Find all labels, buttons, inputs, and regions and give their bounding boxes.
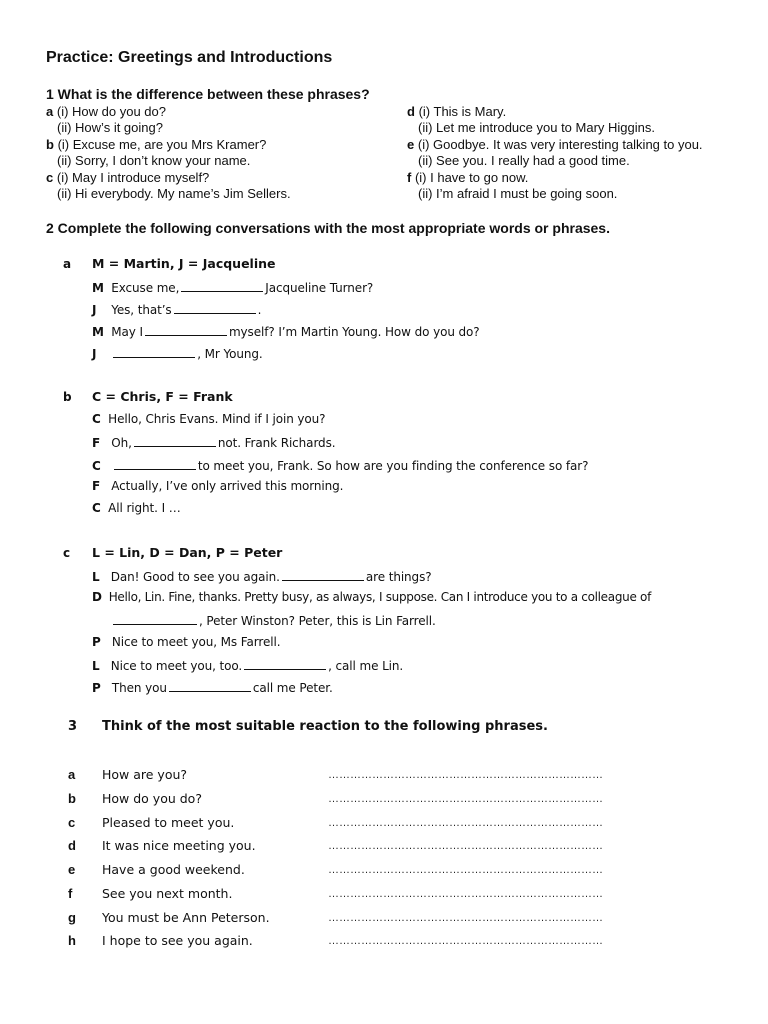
ex1-item: e (i) Goodbye. It was very interesting talking to you. bbox=[407, 137, 703, 152]
dialogue-line: F Oh, not. Frank Richards. bbox=[92, 436, 336, 450]
item-letter: a bbox=[68, 767, 76, 782]
answer-blank[interactable] bbox=[244, 657, 326, 670]
ex1-item: (ii) Sorry, I don’t know your name. bbox=[57, 153, 251, 168]
answer-dots[interactable]: ………………………………………………………………… bbox=[328, 817, 603, 829]
conversation-letter: c bbox=[63, 546, 71, 560]
answer-blank[interactable] bbox=[145, 323, 227, 336]
prompt-phrase: I hope to see you again. bbox=[102, 933, 253, 948]
dialogue-line: C All right. I … bbox=[92, 501, 181, 515]
exercise-3-heading: Think of the most suitable reaction to the following phrases. bbox=[102, 719, 548, 734]
dialogue-line: L Dan! Good to see you again. are things? bbox=[92, 570, 432, 584]
page-title: Practice: Greetings and Introductions bbox=[46, 49, 333, 66]
answer-blank[interactable] bbox=[134, 434, 216, 447]
ex1-item: a (i) How do you do? bbox=[46, 104, 166, 119]
answer-dots[interactable]: ………………………………………………………………… bbox=[328, 864, 603, 876]
item-letter: f bbox=[68, 886, 73, 901]
dialogue-line: J Yes, that’s . bbox=[92, 303, 262, 317]
dialogue-line: C Hello, Chris Evans. Mind if I join you? bbox=[92, 412, 326, 426]
conversation-cast: C = Chris, F = Frank bbox=[92, 389, 233, 404]
answer-blank[interactable] bbox=[169, 679, 251, 692]
dialogue-line: C to meet you, Frank. So how are you finding the conference so far? bbox=[92, 459, 589, 473]
exercise-3-number: 3 bbox=[68, 719, 78, 734]
prompt-phrase: Pleased to meet you. bbox=[102, 815, 235, 830]
prompt-phrase: Have a good weekend. bbox=[102, 862, 245, 877]
ex1-item: (ii) How’s it going? bbox=[57, 120, 163, 135]
conversation-letter: b bbox=[63, 390, 72, 404]
answer-dots[interactable]: ………………………………………………………………… bbox=[328, 840, 603, 852]
answer-dots[interactable]: ………………………………………………………………… bbox=[328, 912, 603, 924]
exercise-2-heading: 2 Complete the following conversations with the most appropriate words or phrases. bbox=[46, 220, 610, 236]
item-letter: d bbox=[68, 838, 76, 853]
item-letter: b bbox=[68, 791, 76, 806]
prompt-phrase: It was nice meeting you. bbox=[102, 838, 256, 853]
dialogue-line: F Actually, I’ve only arrived this morning. bbox=[92, 479, 344, 493]
ex1-item: c (i) May I introduce myself? bbox=[46, 170, 210, 185]
prompt-phrase: How do you do? bbox=[102, 791, 202, 806]
answer-blank[interactable] bbox=[181, 279, 263, 292]
answer-dots[interactable]: ………………………………………………………………… bbox=[328, 793, 603, 805]
ex1-item: (ii) See you. I really had a good time. bbox=[418, 153, 630, 168]
prompt-phrase: How are you? bbox=[102, 767, 188, 782]
ex1-item: (ii) Let me introduce you to Mary Higgins. bbox=[418, 120, 655, 135]
ex1-item: (ii) I’m afraid I must be going soon. bbox=[418, 186, 618, 201]
dialogue-line: P Nice to meet you, Ms Farrell. bbox=[92, 635, 281, 649]
dialogue-line: L Nice to meet you, too. , call me Lin. bbox=[92, 659, 404, 673]
item-letter: h bbox=[68, 933, 76, 948]
item-letter: e bbox=[68, 862, 76, 877]
answer-blank[interactable] bbox=[114, 457, 196, 470]
answer-blank[interactable] bbox=[282, 568, 364, 581]
conversation-cast: M = Martin, J = Jacqueline bbox=[92, 256, 276, 271]
ex1-item: b (i) Excuse me, are you Mrs Kramer? bbox=[46, 137, 267, 152]
answer-blank[interactable] bbox=[174, 301, 256, 314]
dialogue-line: , Peter Winston? Peter, this is Lin Farrell. bbox=[111, 612, 436, 628]
conversation-letter: a bbox=[63, 257, 72, 271]
answer-blank[interactable] bbox=[113, 612, 197, 625]
dialogue-line: M Excuse me, Jacqueline Turner? bbox=[92, 281, 374, 295]
prompt-phrase: See you next month. bbox=[102, 886, 233, 901]
ex1-item: f (i) I have to go now. bbox=[407, 170, 529, 185]
conversation-cast: L = Lin, D = Dan, P = Peter bbox=[92, 545, 283, 560]
dialogue-line: P Then you call me Peter. bbox=[92, 681, 333, 695]
answer-blank[interactable] bbox=[113, 345, 195, 358]
answer-dots[interactable]: ………………………………………………………………… bbox=[328, 888, 603, 900]
answer-dots[interactable]: ………………………………………………………………… bbox=[328, 769, 603, 781]
ex1-item: d (i) This is Mary. bbox=[407, 104, 507, 119]
dialogue-line: J , Mr Young. bbox=[92, 347, 263, 361]
prompt-phrase: You must be Ann Peterson. bbox=[102, 910, 270, 925]
item-letter: g bbox=[68, 910, 76, 925]
item-letter: c bbox=[68, 815, 76, 830]
dialogue-line: D Hello, Lin. Fine, thanks. Pretty busy, as always, I suppose. Can I introduce you to a colleague of bbox=[92, 590, 652, 604]
exercise-1-heading: 1 What is the difference between these phrases? bbox=[46, 86, 370, 102]
dialogue-line: M May I myself? I’m Martin Young. How do you do? bbox=[92, 325, 480, 339]
ex1-item: (ii) Hi everybody. My name’s Jim Sellers. bbox=[57, 186, 291, 201]
answer-dots[interactable]: ………………………………………………………………… bbox=[328, 935, 603, 947]
